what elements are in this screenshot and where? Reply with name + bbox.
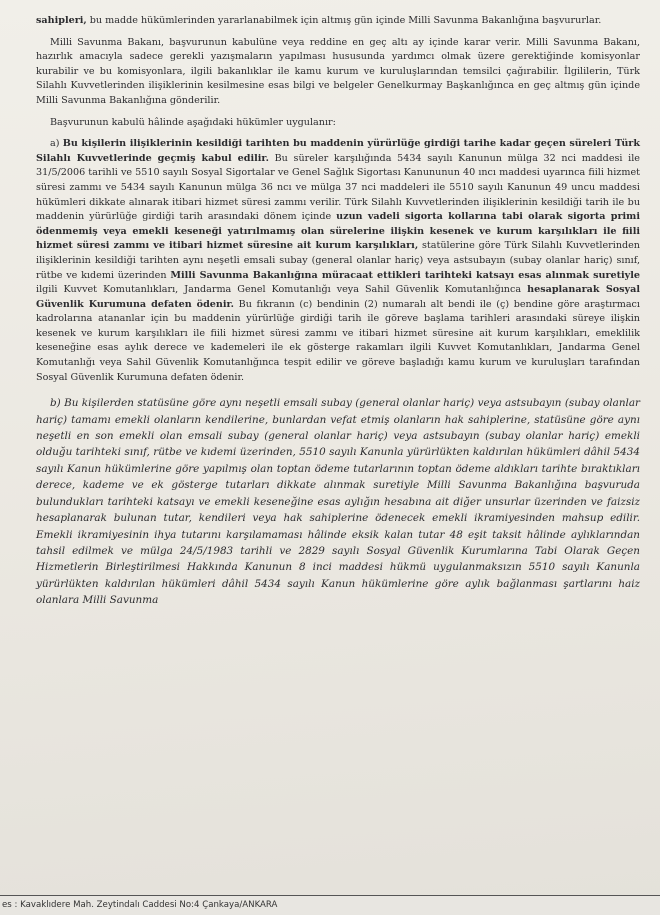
clause-a-bold-1: Bu kişilerin ilişiklerinin kesildiği tarihten bu maddenin yürürlüğe girdiği tarihe kadar geçen süreleri Türk Silahlı Kuvvetlerinde geçmiş kabul edilir.	[36, 138, 640, 164]
clause-a-text-3: statülerine göre Türk Silahlı Kuvvetlerinden ilişiklerinin kesildiği tarihten aynı neşetli emsali subay (general olanlar hariç) veya astsubayın (subay olanlar hariç) sınıf, rütbe ve kıdemi üzerinden	[36, 240, 640, 281]
law-text	[36, 14, 640, 616]
clause-a-label: a)	[50, 138, 63, 150]
clause-a-paragraph	[36, 137, 640, 385]
intro-rest: bu madde hükümlerinden yararlanabilmek için altmış gün içinde Milli Savunma Bakanlığına başvururlar.	[86, 15, 602, 26]
rules-intro-paragraph: Başvurunun kabulü hâlinde aşağıdaki hükümler uygulanır:	[50, 116, 336, 128]
ministry-paragraph: Milli Savunma Bakanı, başvurunun kabulüne veya reddine en geç altı ay içinde karar verir. Milli Savunma Bakanı, hazırlık amacıyla sadece gerekli yazışmaların yapılması hususunda yardımcı olmak üzere gerektiğinde komisyonlar kurabilir ve bu komisyonlara, ilgili bakanlıklar ile kamu kurum ve kuruluşlarından temsilci çağırabilir. İlgililerin, Türk Silahlı Kuvvetlerinden ilişiklerinin kesilmesine esas bilgi ve belgeler Genelkurmay Başkanlığınca en geç altmış gün içinde Milli Savunma Bakanlığına gönderilir.	[36, 36, 640, 106]
clause-b-paragraph: b) Bu kişilerden statüsüne göre aynı neşetli emsali subay (general olanlar hariç) veya astsubayın (subay olanlar hariç) tamamı emekli olanların kendilerine, bunlardan vefat etmiş olanların hak sahiplerine, statüsüne göre aynı neşetli en son emekli olan emsali subay (general olanlar hariç) veya astsubayın (subay olanlar hariç) emekli olduğu tarihteki sınıf, rütbe ve kıdemi üzerinden, 5510 sayılı Kanunla yürürlükten kaldırılan hükümleri dâhil 5434 sayılı Kanun hükümlerine göre yapılmış olan toptan ödeme tutarlarının toptan ödeme aldıkları tarihte bıraktıkları derece, kademe ve ek gösterge tutarları dikkate alınmak suretiyle Milli Savunma Bakanlığına başvuruda bulundukları tarihteki katsayı ve emekli keseneğine esas aylığın hesabına ait diğer unsurlar üzerinden ve faizsiz hesaplanarak bulunan tutar, kendileri veya hak sahiplerine ödenecek emekli ikramiyesinden mahsup edilir. Emekli ikramiyesinin ihya tutarını karşılamaması hâlinde eksik kalan tutar 48 eşit taksit hâlinde aylıklarından tahsil edilmek ve mülga 24/5/1983 tarihli ve 2829 sayılı Sosyal Güvenlik Kurumlarına Tabi Olarak Geçen Hizmetlerin Birleştirilmesi Hakkında Kanunun 8 inci maddesi hükmü uygulanmaksızın 5510 sayılı Kanunla yürürlükten kaldırılan hükümleri dâhil 5434 sayılı Kanun hükümlerine göre aylık bağlanması şartlarını haiz olanlara Milli Savunma	[36, 397, 640, 607]
clause-a-bold-3: Milli Savunma Bakanlığına müracaat ettikleri tarihteki katsayı esas alınmak suretiyle	[170, 269, 641, 281]
intro-bold: sahipleri,	[36, 15, 87, 26]
intro-paragraph	[36, 14, 640, 29]
clause-a-text-4: ilgili Kuvvet Komutanlıkları, Jandarma Genel Komutanlığı veya Sahil Güvenlik Komutanlığınca	[36, 284, 528, 296]
clause-a-bold-4: hesaplanarak Sosyal Güvenlik Kurumuna defaten ödenir.	[36, 284, 640, 310]
address-footer: es : Kavaklıdere Mah. Zeytindalı Caddesi No:4 Çankaya/ANKARA	[0, 895, 660, 915]
clause-a-text-5: Bu fıkranın (c) bendinin (2) numaralı alt bendi ile (ç) bendine göre araştırmacı kadrolarına atananlar için bu maddenin yürürlüğe girdiği tarih ile göreve başlama tarihleri arasındaki süreye ilişkin kesenek ve kurum karşılıkları ile fiili hizmet süresi zammı ve itibari hizmet süresine ait kurum karşılıkları, emeklilik keseneğine esas aylık derece ve kademeleri ile ek gösterge rakamları ilgili Kuvvet Komutanlıkları, Jandarma Genel Komutanlığı veya Sahil Güvenlik Komutanlığınca tespit edilir ve göreve başladığı kamu kurum ve kuruluşları tarafından Sosyal Güvenlik Kurumuna defaten ödenir.	[36, 298, 640, 383]
clause-a-text-2: Bu süreler karşılığında 5434 sayılı Kanunun mülga 32 nci maddesi ile 31/5/2006 tarihli ve 5510 sayılı Sosyal Sigortalar ve Genel Sağlık Sigortası Kanununun 40 ıncı maddesi uyarınca fiili hizmet süresi zammı ve 5434 sayılı Kanunun mülga 36 ncı ve mülga 37 nci maddeleri ile 5510 sayılı Kanunun 49 uncu maddesi hükümleri dikkate alınarak itibari hizmet süresi zammı verilir. Türk Silahlı Kuvvetlerinden ilişiklerinin kesildiği tarih ile bu maddenin yürürlüğe girdiği tarih arasındaki dönem içinde	[36, 152, 640, 223]
clause-a-bold-2: uzun vadeli sigorta kollarına tabi olarak sigorta primi ödenmemiş veya emekli keseneği yatırılmamış olan sürelerine ilişkin kesenek ve kurum karşılıkları ile fiili hizmet süresi zammı ve itibari hizmet süresine ait kurum karşılıkları,	[36, 211, 640, 252]
